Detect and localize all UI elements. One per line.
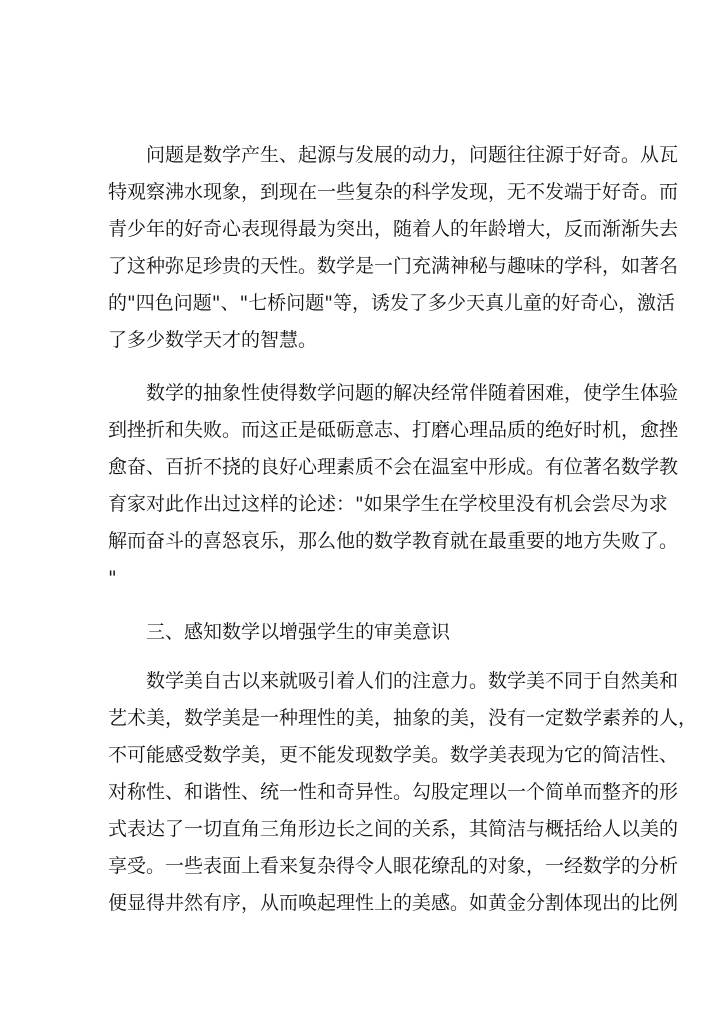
paragraph-line: 愈奋、百折不挠的良好心理素质不会在温室中形成。有位著名数学教: [108, 456, 679, 478]
paragraph-line: 特观察沸水现象，到现在一些复杂的科学发现，无不发端于好奇。而: [108, 181, 679, 203]
section-heading-text: 三、感知数学以增强学生的审美意识: [146, 621, 451, 643]
paragraph-line: 育家对此作出过这样的论述："如果学生在学校里没有机会尝尽为求: [108, 493, 668, 515]
paragraph-line: 到挫折和失败。而这正是砥砺意志、打磨心理品质的绝好时机，愈挫: [108, 419, 679, 441]
paragraph-line: 了多少数学天才的智慧。: [108, 329, 318, 351]
paragraph-line: 享受。一些表面上看来复杂得令人眼花缭乱的对象，一经数学的分析: [108, 855, 679, 877]
paragraph-line: 不可能感受数学美，更不能发现数学美。数学美表现为它的简洁性、: [108, 744, 679, 766]
paragraph-line: 便显得井然有序，从而唤起理性上的美感。如黄金分割体现出的比例: [108, 892, 679, 914]
paragraph-line: 的"四色问题"、"七桥问题"等，诱发了多少天真儿童的好奇心，激活: [108, 292, 675, 314]
paragraph-line: 对称性、和谐性、统一性和奇异性。勾股定理以一个简单而整齐的形: [108, 781, 679, 803]
paragraph-line: 数学的抽象性使得数学问题的解决经常伴随着困难，使学生体验: [146, 382, 679, 404]
paragraph-line: 问题是数学产生、起源与发展的动力，问题往往源于好奇。从瓦: [146, 144, 679, 166]
paragraph-line: 数学美自古以来就吸引着人们的注意力。数学美不同于自然美和: [146, 670, 679, 692]
paragraph-line: ": [108, 567, 117, 589]
paragraph-line: 式表达了一切直角三角形边长之间的关系，其简洁与概括给人以美的: [108, 818, 679, 840]
paragraph-line: 青少年的好奇心表现得最为突出，随着人的年龄增大，反而渐渐失去: [108, 218, 679, 240]
paragraph-line: 解而奋斗的喜怒哀乐，那么他的数学教育就在最重要的地方失败了。: [108, 530, 679, 552]
paragraph-line: 了这种弥足珍贵的天性。数学是一门充满神秘与趣味的学科，如著名: [108, 255, 679, 277]
paragraph-line: 艺术美，数学美是一种理性的美，抽象的美，没有一定数学素养的人，: [108, 707, 698, 729]
